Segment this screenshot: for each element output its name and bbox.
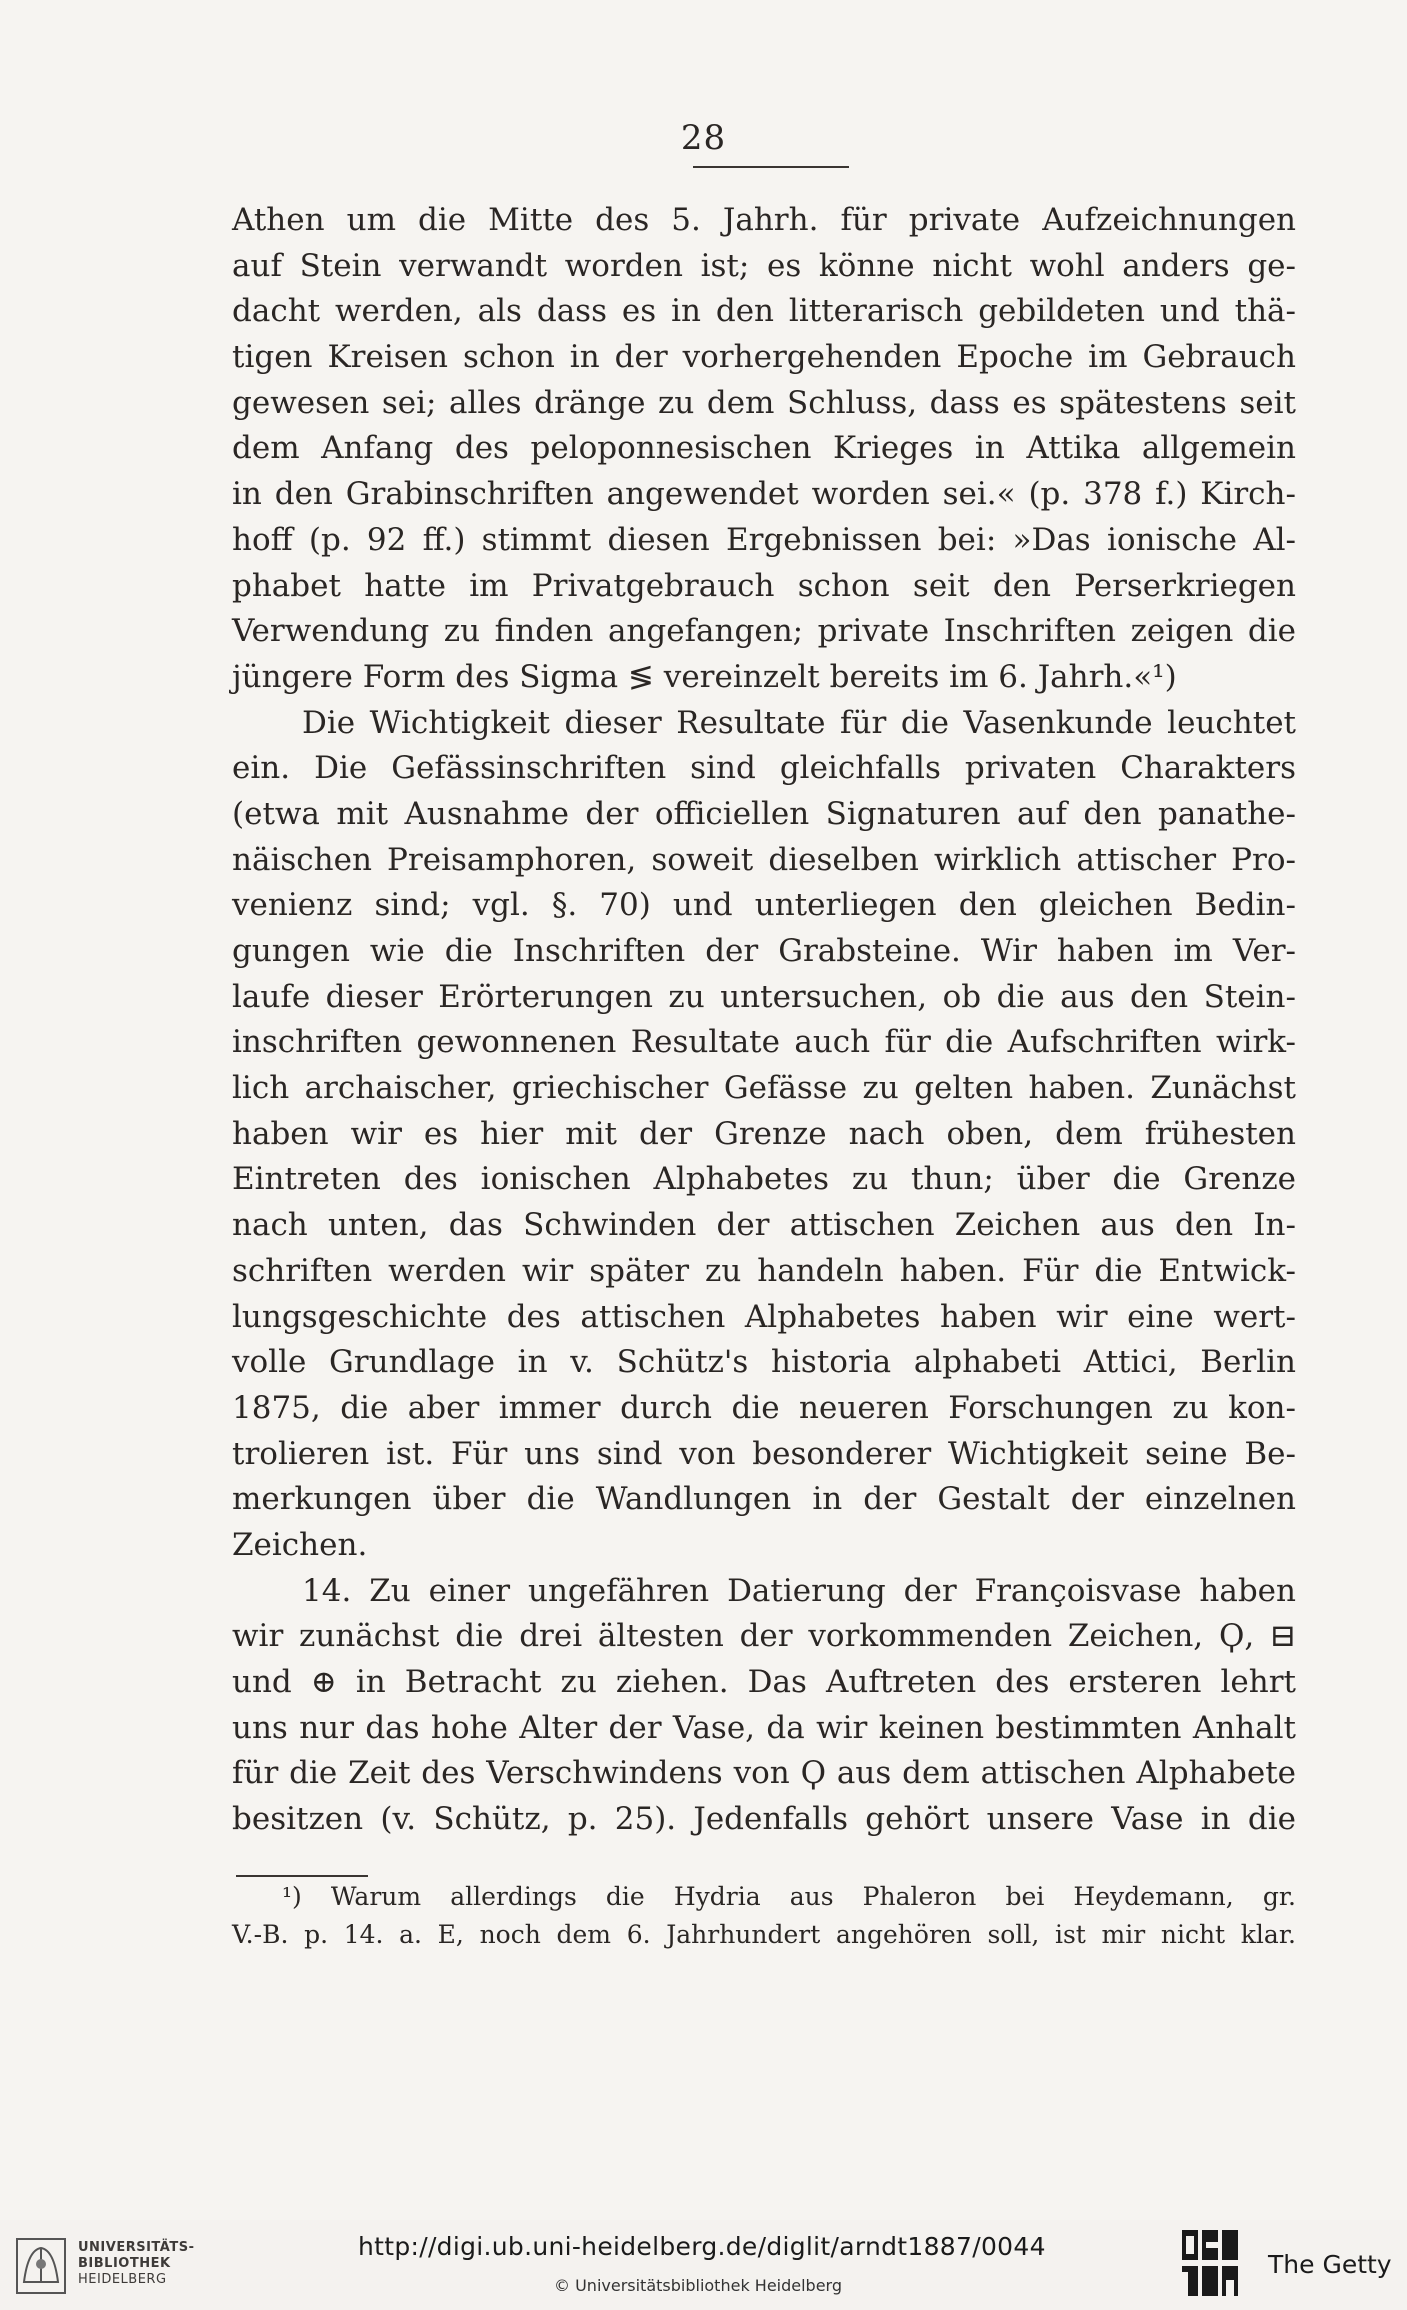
footnotes <box>232 1878 1296 1954</box>
footnote-line: V.-B. p. 14. a. E, noch dem 6. Jahrhundert angehören soll, ist mir nicht klar. <box>232 1920 1296 1949</box>
permalink-url[interactable]: http://digi.ub.uni-heidelberg.de/diglit/arndt1887/0044 <box>358 2232 1046 2261</box>
text-line: und ⊕ in Betracht zu ziehen. Das Auftreten des ersteren lehrt <box>232 1664 1296 1700</box>
getty-logo-icon <box>1180 2228 1242 2300</box>
text-line: Eintreten des ionischen Alphabetes zu thun; über die Grenze <box>232 1161 1296 1198</box>
header-rule <box>693 166 849 168</box>
library-name: UNIVERSITÄTS- BIBLIOTHEK HEIDELBERG <box>78 2240 195 2287</box>
text-line: dem Anfang des peloponnesischen Krieges in Attika allgemein <box>232 430 1296 467</box>
text-line: für die Zeit des Verschwindens von Ϙ aus dem attischen Alphabete <box>232 1755 1296 1792</box>
section-14-start-line: 14. Zu einer ungefähren Datierung der Françoisvase haben <box>302 1572 1296 1609</box>
text-line: lungsgeschichte des attischen Alphabetes haben wir eine wert- <box>232 1298 1296 1335</box>
body-text <box>232 198 1296 1843</box>
copyright-notice: © Universitätsbibliothek Heidelberg <box>554 2276 843 2295</box>
text-line: gungen wie die Inschriften der Grabsteine. Wir haben im Ver- <box>232 933 1296 969</box>
text-line: trolieren ist. Für uns sind von besonderer Wichtigkeit seine Be- <box>232 1435 1296 1472</box>
digitization-footer <box>0 2220 1407 2310</box>
text-line: ein. Die Gefässinschriften sind gleichfalls privaten Charakters <box>232 750 1296 787</box>
text-line: besitzen (v. Schütz, p. 25). Jedenfalls gehört unsere Vase in die <box>232 1801 1296 1838</box>
text-line: uns nur das hohe Alter der Vase, da wir keinen bestimmten Anhalt <box>232 1709 1296 1746</box>
library-emblem-icon <box>16 2238 66 2294</box>
text-line: tigen Kreisen schon in der vorhergehenden Epoche im Gebrauch <box>232 339 1296 376</box>
footnote-rule <box>236 1875 368 1877</box>
page-number: 28 <box>680 118 727 158</box>
text-line: laufe dieser Erörterungen zu untersuchen, ob die aus den Stein- <box>232 978 1296 1015</box>
paragraph-start-line: Die Wichtigkeit dieser Resultate für die Vasenkunde leuchtet <box>302 704 1296 741</box>
text-line: auf Stein verwandt worden ist; es könne nicht wohl anders ge- <box>232 247 1296 284</box>
text-line: nach unten, das Schwinden der attischen Zeichen aus den In- <box>232 1207 1296 1244</box>
text-line: merkungen über die Wandlungen in der Gestalt der einzelnen <box>232 1481 1296 1518</box>
text-line: Athen um die Mitte des 5. Jahrh. für private Aufzeichnungen <box>232 202 1296 238</box>
text-line: dacht werden, als dass es in den litterarisch gebildeten und thä- <box>232 293 1296 330</box>
text-line: näischen Preisamphoren, soweit dieselben wirklich attischer Pro- <box>232 841 1296 878</box>
footnote-line: ¹) Warum allerdings die Hydria aus Phaleron bei Heydemann, gr. <box>282 1882 1296 1911</box>
text-line: wir zunächst die drei ältesten der vorkommenden Zeichen, Ϙ, ⊟ <box>232 1618 1296 1655</box>
text-line: gewesen sei; alles dränge zu dem Schluss, dass es spätestens seit <box>232 384 1296 421</box>
text-line: phabet hatte im Privatgebrauch schon seit den Perserkriegen <box>232 567 1296 604</box>
text-line: volle Grundlage in v. Schütz's historia alphabeti Attici, Berlin <box>232 1344 1296 1381</box>
text-line: schriften werden wir später zu handeln haben. Für die Entwick- <box>232 1252 1296 1289</box>
getty-name: The Getty <box>1268 2250 1392 2279</box>
text-line: Verwendung zu finden angefangen; private Inschriften zeigen die <box>232 613 1296 650</box>
text-line: Zeichen. <box>232 1526 368 1563</box>
university-library-logo <box>16 2234 196 2298</box>
text-line: hoff (p. 92 ff.) stimmt diesen Ergebnissen bei: »Das ionische Al- <box>232 521 1296 558</box>
text-line: inschriften gewonnenen Resultate auch für die Aufschriften wirk- <box>232 1024 1296 1061</box>
text-line: jüngere Form des Sigma ≶ vereinzelt bereits im 6. Jahrh.«¹) <box>232 658 1177 695</box>
text-line: 1875, die aber immer durch die neueren Forschungen zu kon- <box>232 1389 1296 1426</box>
text-line: in den Grabinschriften angewendet worden sei.« (p. 378 f.) Kirch- <box>232 476 1296 513</box>
text-line: (etwa mit Ausnahme der officiellen Signaturen auf den panathe- <box>232 795 1296 832</box>
text-line: lich archaischer, griechischer Gefässe zu gelten haben. Zunächst <box>232 1070 1296 1107</box>
text-line: haben wir es hier mit der Grenze nach oben, dem frühesten <box>232 1115 1296 1152</box>
text-line: venienz sind; vgl. §. 70) und unterliegen den gleichen Bedin- <box>232 887 1296 924</box>
